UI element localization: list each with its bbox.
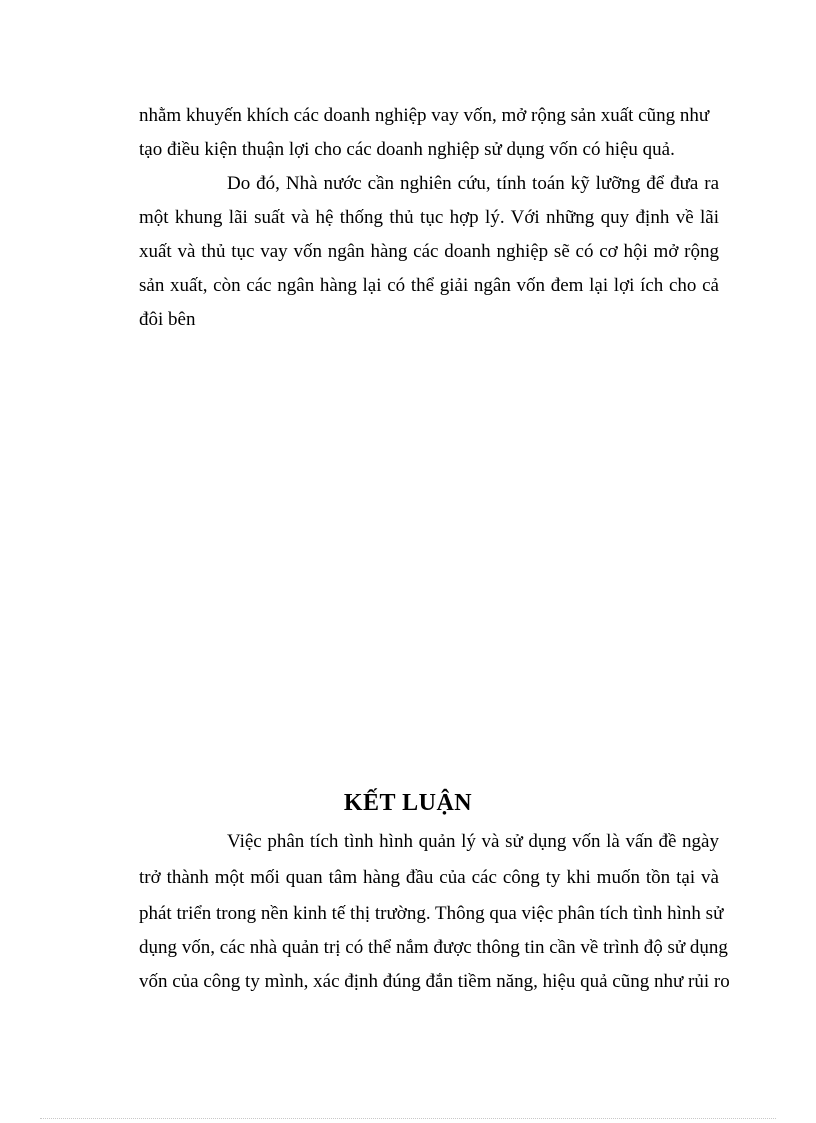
paragraph-line: Việc phân tích tình hình quản lý và sử dụng vốn là vấn đề ngày (227, 831, 719, 852)
paragraph-line: phát triển trong nền kinh tế thị trường. Thông qua việc phân tích tình hình sử (139, 903, 724, 924)
conclusion-heading: KẾT LUẬN (343, 790, 473, 816)
paragraph-line: xuất và thủ tục vay vốn ngân hàng các doanh nghiệp sẽ có cơ hội mở rộng (139, 241, 719, 262)
paragraph-line: một khung lãi suất và hệ thống thủ tục hợp lý. Với những quy định về lãi (139, 207, 719, 228)
paragraph-line: tạo điều kiện thuận lợi cho các doanh nghiệp sử dụng vốn có hiệu quả. (139, 139, 675, 160)
paragraph-line: trở thành một mối quan tâm hàng đầu của các công ty khi muốn tồn tại và (139, 867, 719, 888)
paragraph-line: đôi bên (139, 309, 196, 330)
paragraph-line: vốn của công ty mình, xác định đúng đắn tiềm năng, hiệu quả cũng như rủi ro (139, 971, 730, 992)
paragraph-line: sản xuất, còn các ngân hàng lại có thể giải ngân vốn đem lại lợi ích cho cả (139, 275, 719, 296)
paragraph-line: Do đó, Nhà nước cần nghiên cứu, tính toán kỹ lưỡng để đưa ra (227, 173, 719, 194)
paragraph-line: dụng vốn, các nhà quản trị có thể nắm được thông tin cần về trình độ sử dụng (139, 937, 728, 958)
paragraph-line: nhằm khuyến khích các doanh nghiệp vay vốn, mở rộng sản xuất cũng như (139, 105, 710, 126)
footer-divider (40, 1118, 776, 1119)
